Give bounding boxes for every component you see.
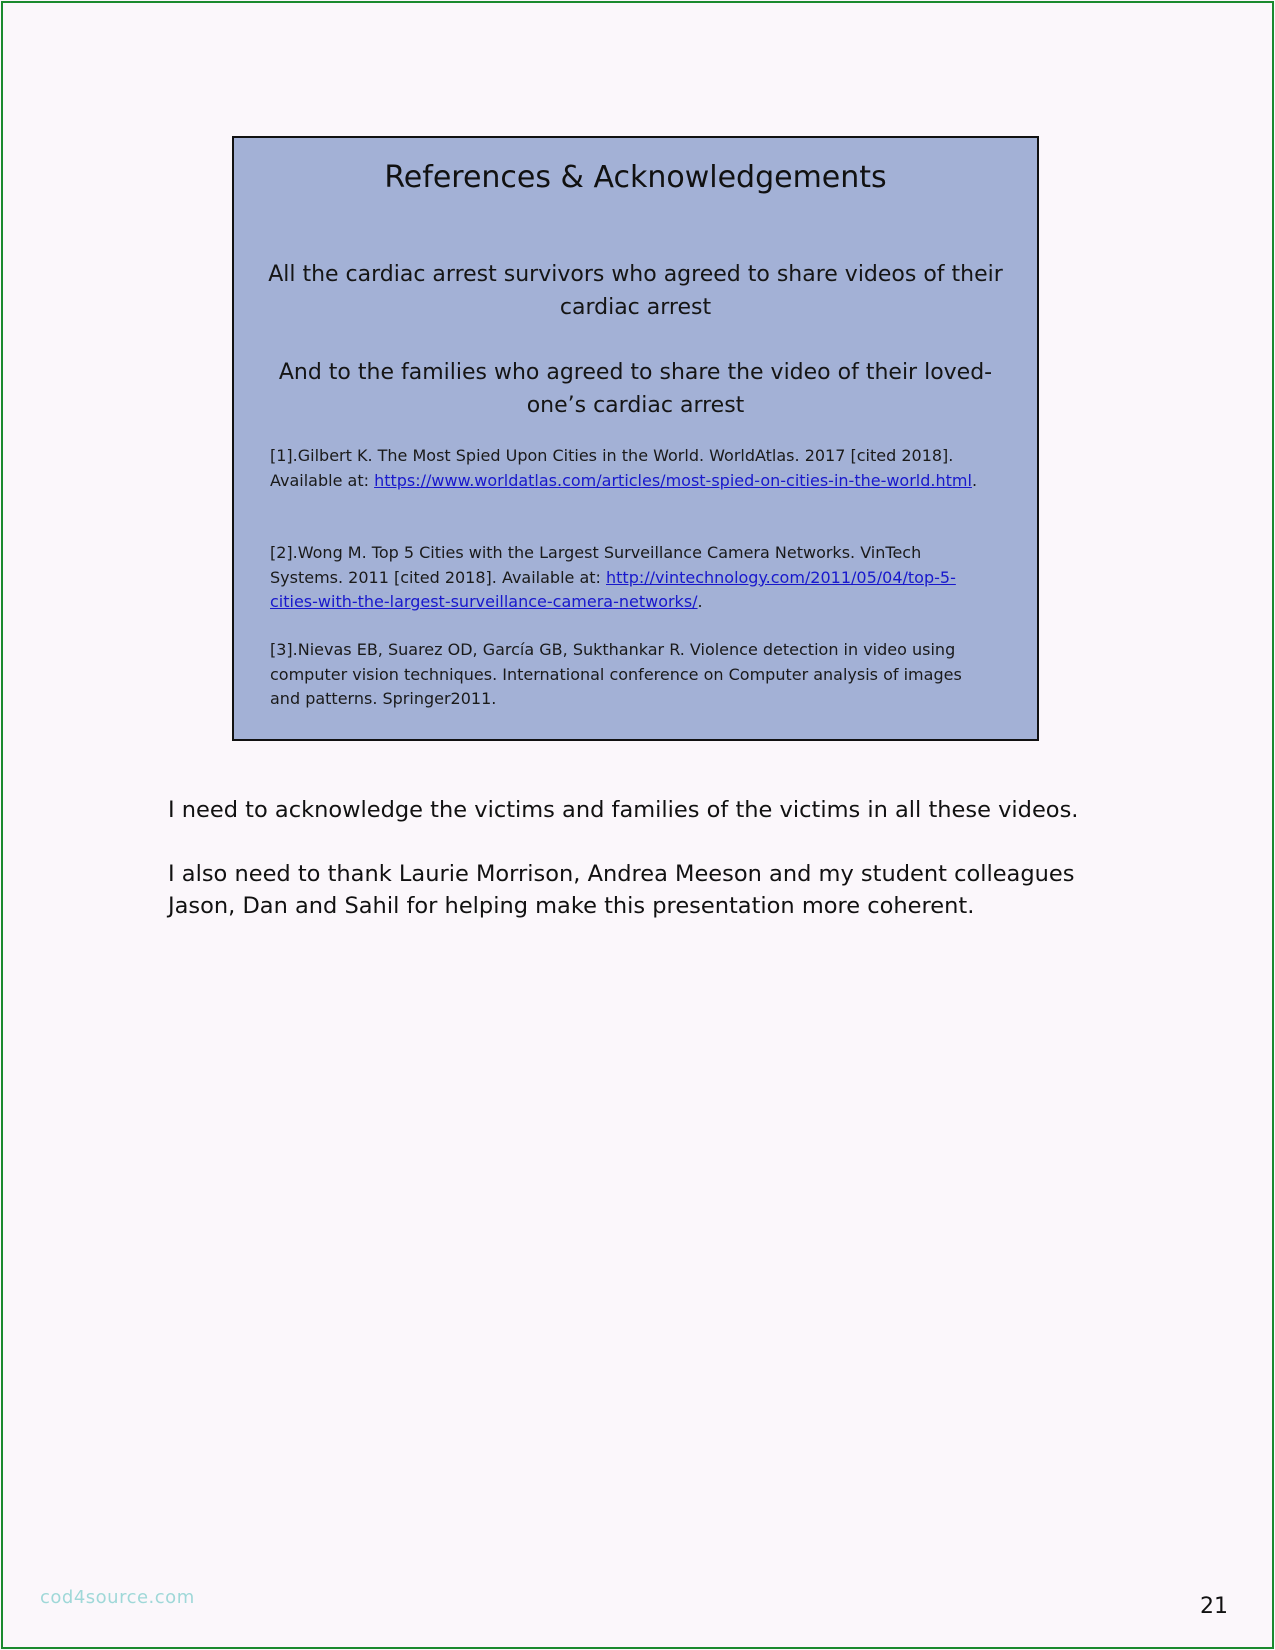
slide-thumbnail: [232, 136, 1039, 741]
reference-2: [270, 541, 987, 615]
speaker-note-1: I need to acknowledge the victims and families of the victims in all these videos.: [168, 797, 1079, 823]
reference-1-text: [1].Gilbert K. The Most Spied Upon Cities in the World. WorldAtlas. 2017 [cited 2018]. Available at:: [270, 446, 954, 490]
reference-1: [270, 444, 987, 493]
speaker-note-2: I also need to thank Laurie Morrison, Andrea Meeson and my student colleagues Jason, Dan and Sahil for helping make this presentation more coherent.: [168, 861, 1075, 919]
reference-1-end: .: [971, 470, 978, 490]
reference-2-link[interactable]: http://vintechnology.com/2011/05/04/top-5-cities-with-the-largest-surveillance-camera-networks/: [270, 567, 956, 611]
reference-3: [270, 638, 987, 712]
acknowledgement-survivors: All the cardiac arrest survivors who agreed to share videos of their cardiac arrest: [268, 262, 1003, 320]
reference-2-text: [2].Wong M. Top 5 Cities with the Largest Surveillance Camera Networks. VinTech Systems. 2011 [cited 2018]. Available at:: [270, 543, 922, 587]
reference-2-end: .: [697, 592, 703, 611]
slide-title: References & Acknowledgements: [384, 160, 887, 195]
watermark: cod4source.com: [40, 1587, 195, 1608]
reference-1-link[interactable]: https://www.worldatlas.com/articles/most-spied-on-cities-in-the-world.html: [374, 470, 972, 490]
page-number: 21: [1200, 1594, 1228, 1619]
acknowledgement-families: And to the families who agreed to share the video of their loved-one’s cardiac arrest: [278, 360, 993, 418]
reference-3-text: [3].Nievas EB, Suarez OD, García GB, Sukthankar R. Violence detection in video using computer vision techniques. International conference on Computer analysis of images and patterns. Springer2011.: [270, 640, 962, 708]
